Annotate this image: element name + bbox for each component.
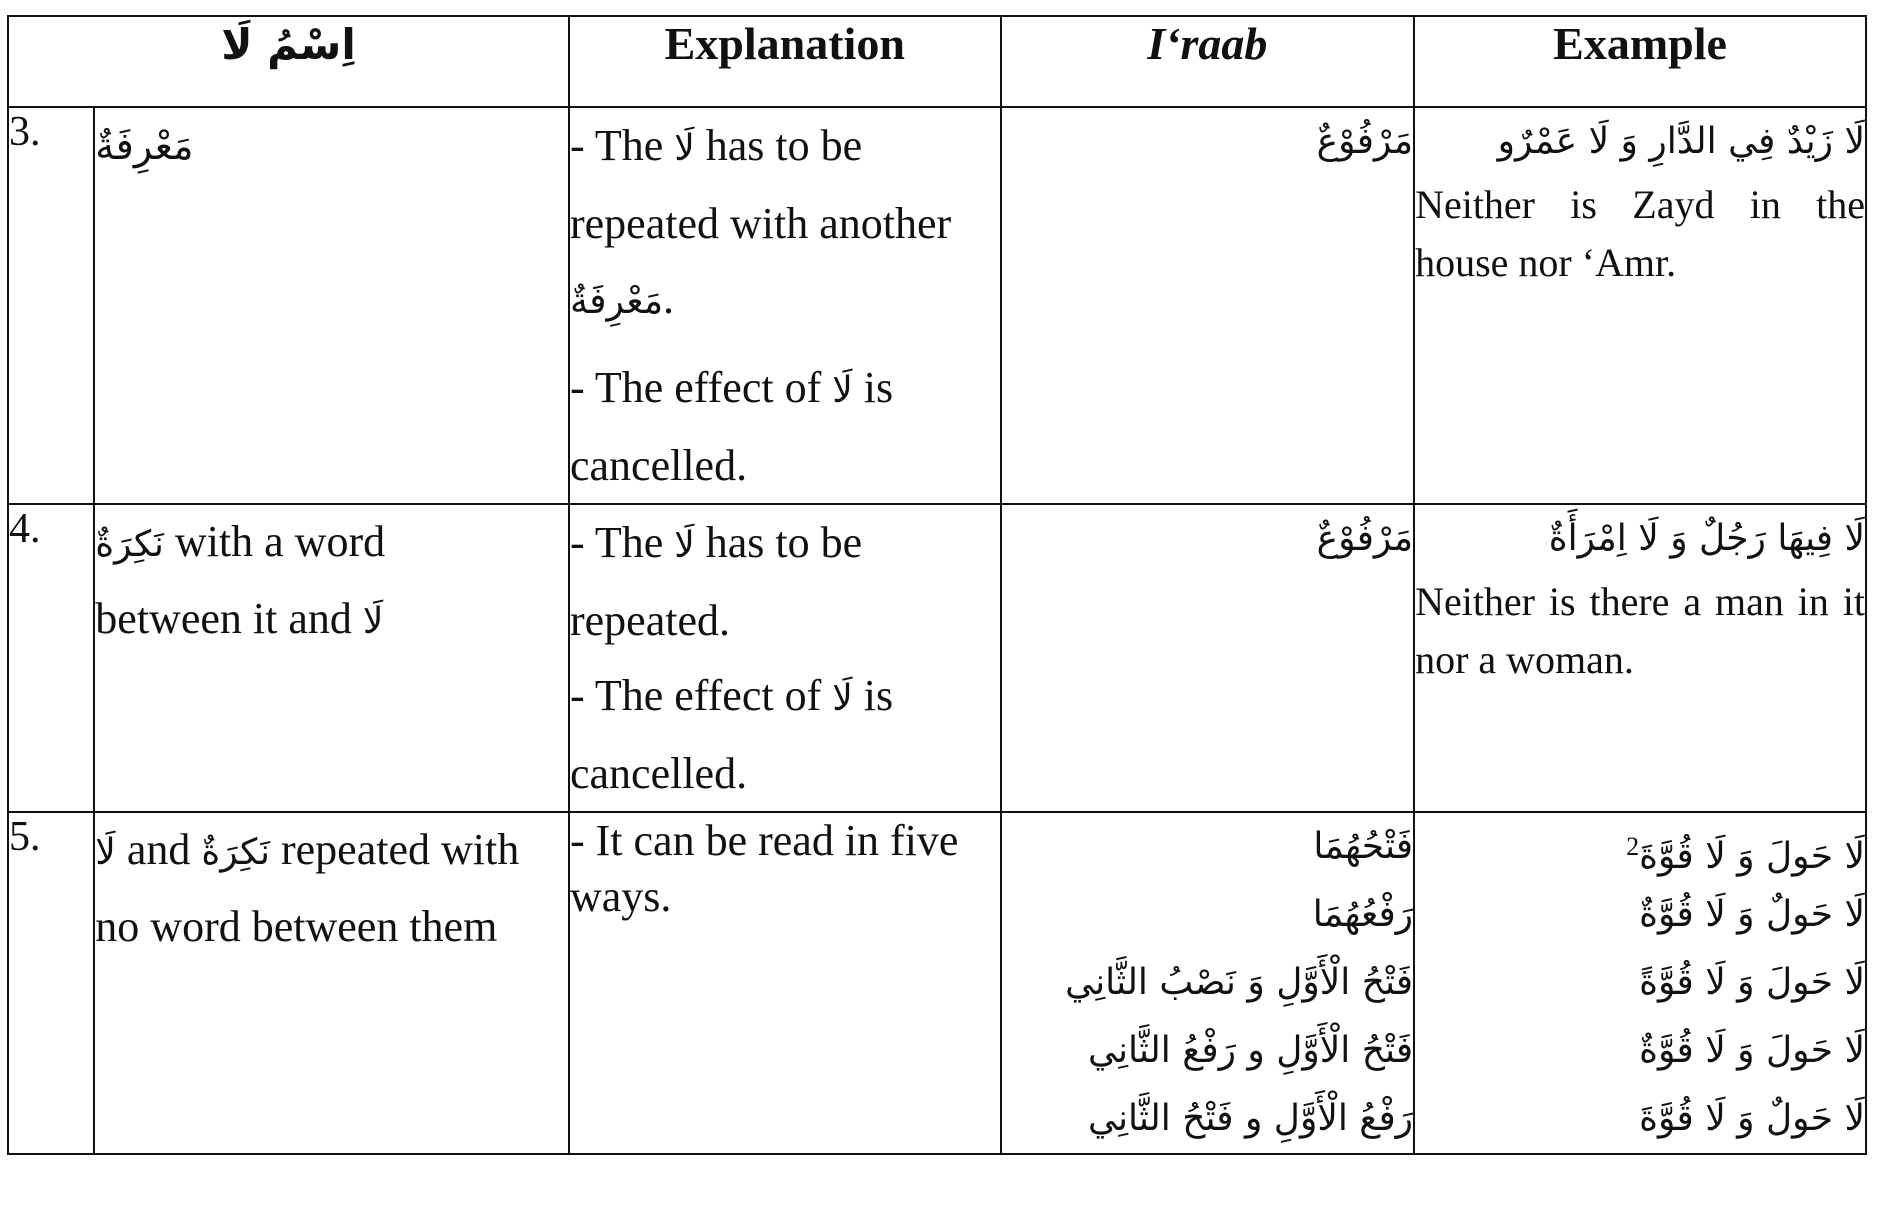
header-row <box>8 16 1866 107</box>
ism-cell <box>94 107 569 504</box>
example-arabic: لَا حَولَ وَ لَا قُوَّةٌ <box>1639 1030 1865 1071</box>
example-cell <box>1414 107 1866 504</box>
footnote-marker: 2 <box>1626 832 1640 861</box>
iraab-value: فَتْحُ الْأَوَّلِ وَ نَصْبُ الثَّانِي <box>1065 962 1414 1003</box>
iraab-cell <box>1001 107 1415 504</box>
explanation-cell: - The لَا has to be repeated with another مَعْرِفَةٌ. - The effect of لَا is cancelled. <box>569 107 1001 504</box>
iraab-value: رَفْعُ الْأَوَّلِ و فَتْحُ الثَّانِي <box>1087 1098 1414 1139</box>
example-arabic: لَا حَولَ وَ لَا قُوَّةً <box>1639 962 1865 1003</box>
ism-cell: نَكِرَةٌ with a word between it and لَا <box>94 504 569 812</box>
example-translation: Neither is Zayd in the house nor ‘Amr. <box>1415 182 1865 285</box>
table-row <box>8 812 1866 1154</box>
example-cell <box>1414 812 1866 1154</box>
explanation-cell: - The لَا has to be repeated. - The effect of لَا is cancelled. <box>569 504 1001 812</box>
ism-cell: لَا and نَكِرَةٌ repeated with no word between them <box>94 812 569 1154</box>
row-number: 5. <box>8 812 94 1154</box>
example-translation: Neither is there a man in it nor a woman. <box>1415 579 1865 682</box>
example-arabic: لَا حَولٌ وَ لَا قُوَّةَ <box>1639 1098 1865 1139</box>
explanation-cell: - It can be read in five ways. <box>569 812 1001 1154</box>
grammar-table <box>7 15 1867 1155</box>
example-arabic: لَا حَولٌ وَ لَا قُوَّةٌ <box>1639 894 1865 935</box>
header-iraab: I‘raab <box>1001 16 1415 107</box>
table-row <box>8 504 1866 812</box>
iraab-value: فَتْحُ الْأَوَّلِ و رَفْعُ الثَّانِي <box>1087 1030 1414 1071</box>
iraab-cell <box>1001 504 1415 812</box>
iraab-value: مَرْفُوْعٌ <box>1316 518 1414 559</box>
header-explanation: Explanation <box>569 16 1001 107</box>
table-row <box>8 107 1866 504</box>
example-arabic: لَا حَولَ وَ لَا قُوَّةَ$^2$ <box>1626 832 1865 877</box>
iraab-value: رَفْعُهُمَا <box>1312 894 1414 935</box>
ism-arabic: مَعْرِفَةٌ <box>95 124 194 168</box>
row-number: 3. <box>8 107 94 504</box>
example-arabic: لَا زَيْدٌ فِي الدَّارِ وَ لَا عَمْرٌو <box>1497 121 1865 162</box>
iraab-value: فَتْحُهُمَا <box>1313 826 1414 867</box>
example-arabic: لَا فِيهَا رَجُلٌ وَ لَا اِمْرَأَةٌ <box>1548 518 1865 559</box>
header-ism-la: اِسْمُ لَا <box>8 16 569 107</box>
iraab-cell <box>1001 812 1415 1154</box>
iraab-value: مَرْفُوْعٌ <box>1316 121 1414 162</box>
example-cell <box>1414 504 1866 812</box>
row-number: 4. <box>8 504 94 812</box>
header-example: Example <box>1414 16 1866 107</box>
